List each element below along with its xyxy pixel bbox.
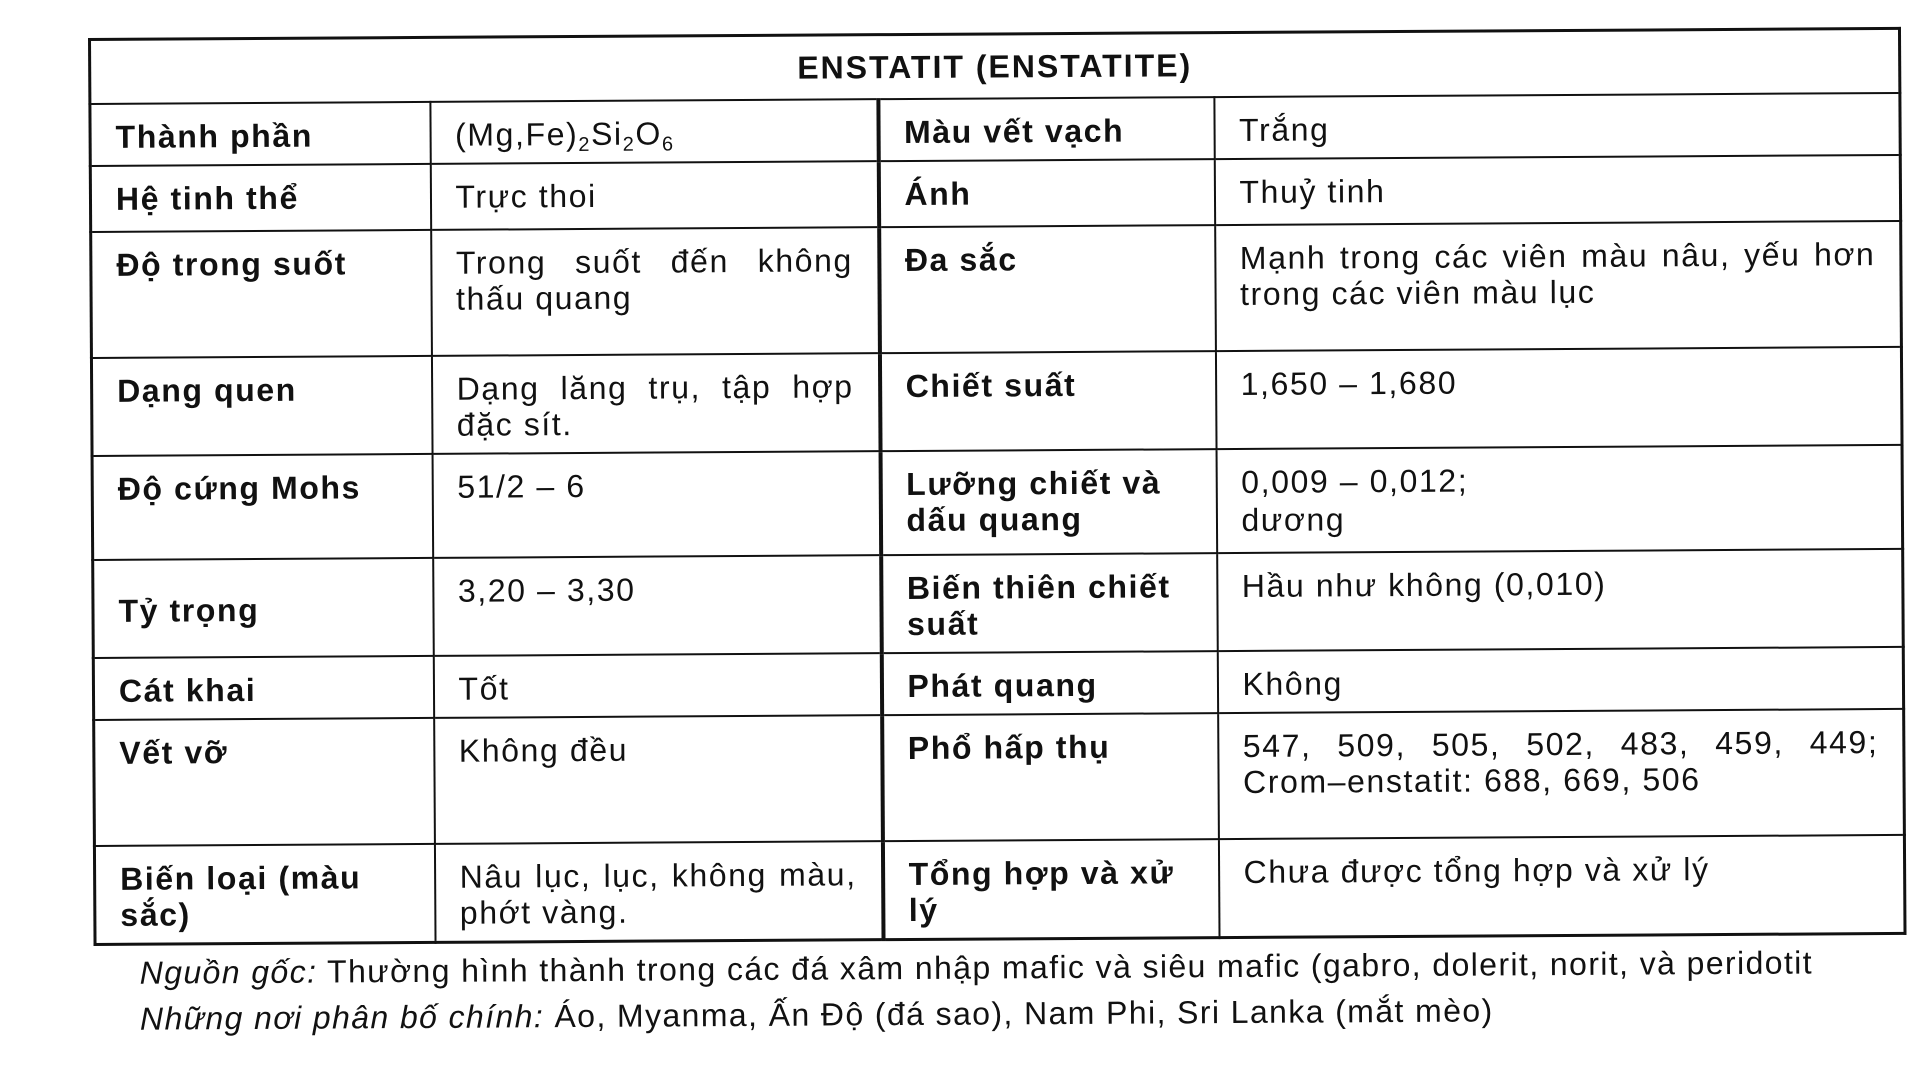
property-value: Trong suốt đến không thấu quang [431, 227, 880, 356]
property-value: Không đều [434, 715, 883, 844]
property-value: Chưa được tổng hợp và xử lý [1218, 835, 1905, 938]
property-value: 1,650 – 1,680 [1215, 347, 1902, 449]
property-value: 547, 509, 505, 502, 483, 459, 449; Crom–enstatit: 688, 669, 506 [1218, 709, 1905, 839]
property-value: Dạng lăng trụ, tập hợp đặc sít. [431, 353, 880, 454]
table-row [94, 709, 1905, 846]
formula-part: (Mg,Fe) [454, 116, 579, 153]
property-label: Ánh [878, 159, 1214, 227]
formula-part: Si [590, 115, 623, 152]
table-row [93, 647, 1903, 720]
notes-section [94, 943, 1904, 1038]
formula-subscript: 6 [661, 133, 675, 156]
property-value: Nâu lục, lục, không màu, phớt vàng. [434, 841, 883, 942]
property-label: Thành phần [90, 102, 430, 166]
locations-text: Áo, Myanma, Ấn Độ (đá sao), Nam Phi, Sri Lanka (mắt mèo) [544, 992, 1494, 1035]
property-value: Hầu như không (0,010) [1217, 549, 1904, 651]
property-value-line: dương [1241, 501, 1346, 538]
table-row [91, 347, 1902, 456]
table-row [94, 835, 1905, 945]
property-label: Hệ tinh thể [90, 164, 430, 232]
table-row [90, 93, 1900, 166]
formula-subscript: 2 [578, 133, 592, 157]
property-label: Phổ hấp thụ [882, 713, 1219, 841]
property-label: Tỷ trọng [93, 558, 434, 658]
property-value: Mạnh trong các viên màu nâu, yếu hơn trong các viên màu lục [1215, 221, 1902, 351]
property-value: 51/2 – 6 [432, 451, 881, 558]
property-label: Màu vết vạch [878, 97, 1214, 161]
property-label: Dạng quen [91, 356, 432, 456]
property-value: Tốt [433, 653, 881, 718]
table-row [93, 549, 1904, 658]
origin-label: Nguồn gốc: [139, 953, 318, 991]
table-row [91, 221, 1902, 358]
origin-note [140, 943, 1904, 992]
property-value-line: 0,009 – 0,012; [1241, 462, 1469, 500]
property-label: Chiết suất [879, 351, 1216, 451]
composition-formula [430, 99, 878, 164]
property-label: Độ trong suốt [91, 230, 432, 358]
property-value: Không [1217, 647, 1903, 713]
table-title: ENSTATIT (ENSTATITE) [90, 28, 1900, 104]
property-value: Trắng [1214, 93, 1900, 159]
property-label: Vết vỡ [94, 718, 435, 846]
property-label: Lưỡng chiết và dấu quang [880, 449, 1217, 555]
formula-subscript: 2 [622, 133, 636, 156]
property-value: 3,20 – 3,30 [433, 555, 882, 656]
property-value: Thuỷ tinh [1214, 155, 1900, 225]
property-label: Cát khai [93, 656, 433, 720]
property-label: Biến loại (màu sắc) [94, 844, 435, 945]
table-row [92, 445, 1903, 560]
formula-part: O [635, 115, 663, 152]
property-label: Đa sắc [879, 225, 1216, 353]
table-title-row [90, 28, 1900, 104]
mineral-data-sheet [88, 27, 1904, 1046]
mineral-properties-table [88, 27, 1907, 946]
property-value: Trực thoi [430, 161, 878, 230]
locations-note [140, 989, 1904, 1038]
locations-label: Những nơi phân bố chính: [139, 998, 545, 1037]
property-label: Phát quang [881, 651, 1217, 715]
property-label: Tổng hợp và xử lý [882, 839, 1219, 940]
property-label: Biến thiên chiết suất [881, 553, 1218, 653]
property-value-multiline [1216, 445, 1903, 553]
origin-text: Thường hình thành trong các đá xâm nhập mafic và siêu mafic (gabro, dolerit, norit, và peridotit [317, 944, 1814, 990]
property-label: Độ cứng Mohs [92, 454, 433, 560]
table-row [90, 155, 1900, 232]
